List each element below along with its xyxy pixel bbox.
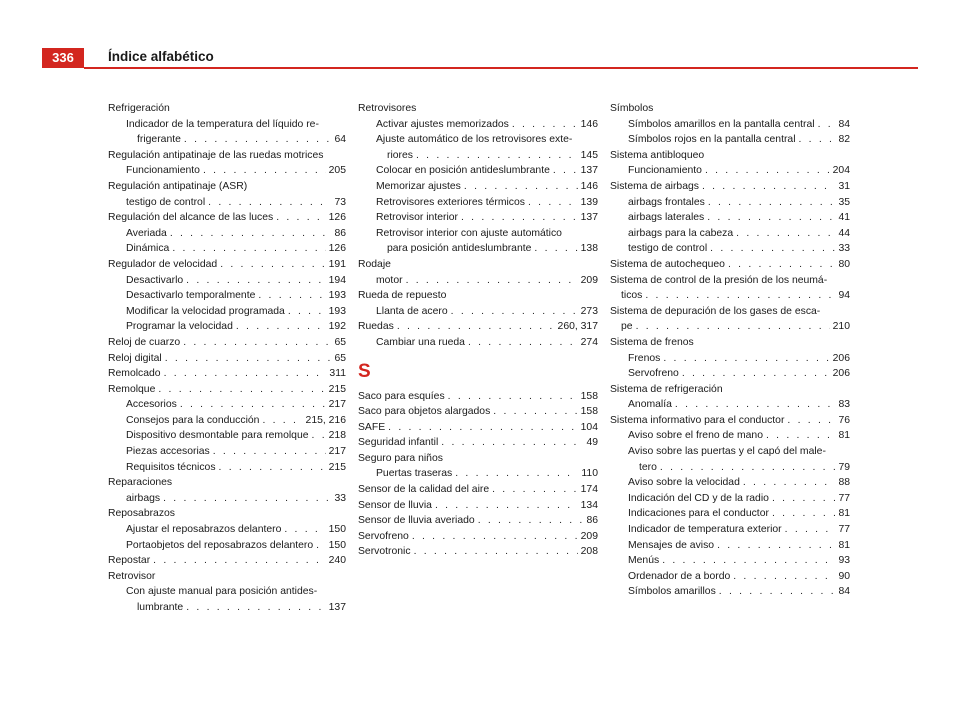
index-subentry: Cambiar una rueda . . . 274 <box>358 335 598 351</box>
index-entry-continuation: para posición antideslumbrante . . . 138 <box>358 241 598 257</box>
index-entry: Sensor de lluvia . . . 134 <box>358 498 598 514</box>
index-subentry: Programar la velocidad . . . 192 <box>108 319 346 335</box>
index-subentry: motor . . . 209 <box>358 273 598 289</box>
index-subentry: Colocar en posición antideslumbrante . . . 137 <box>358 163 598 179</box>
index-entry: Servotronic . . . 208 <box>358 544 598 560</box>
page-ref: 77 <box>838 492 850 504</box>
page-ref: 79 <box>838 461 850 473</box>
index-subentry: Desactivarlo temporalmente . . . 193 <box>108 288 346 304</box>
index-subentry: Símbolos rojos en la pantalla central . . . 82 <box>610 132 850 148</box>
page-ref: 49 <box>586 437 598 449</box>
page-ref: 81 <box>838 508 850 520</box>
page-ref: 76 <box>838 414 850 426</box>
index-subentry: Aviso sobre el freno de mano . . . 81 <box>610 428 850 444</box>
index-subentry: Mensajes de aviso . . . 81 <box>610 538 850 554</box>
page-ref: 208 <box>580 546 598 558</box>
index-entry: Sistema de airbags . . . 31 <box>610 179 850 195</box>
index-subentry: Piezas accesorias . . . 217 <box>108 444 346 460</box>
index-heading: Retrovisor <box>108 570 156 582</box>
page-ref: 206 <box>832 352 850 364</box>
index-subentry: Dinámica . . . 126 <box>108 241 346 257</box>
index-subentry: testigo de control . . . 73 <box>108 195 346 211</box>
index-column-2 <box>358 101 598 560</box>
page-number: 336 <box>42 48 84 68</box>
index-heading: Sistema de frenos <box>610 336 694 348</box>
index-subentry: airbags frontales . . . 35 <box>610 195 850 211</box>
page-ref: 88 <box>838 477 850 489</box>
page-ref: 90 <box>838 570 850 582</box>
page-ref: 110 <box>581 468 598 480</box>
index-entry: Sensor de lluvia averiado . . . 86 <box>358 513 598 529</box>
page-ref: 218 <box>328 430 346 442</box>
page-ref: 93 <box>838 555 850 567</box>
index-entry: SAFE . . . 104 <box>358 420 598 436</box>
index-entry: Ruedas . . . 260, 317 <box>358 319 598 335</box>
index-entry: Reloj de cuarzo . . . 65 <box>108 335 346 351</box>
page-ref: 260, 317 <box>557 321 598 333</box>
index-heading: Seguro para niños <box>358 452 443 464</box>
page-ref: 194 <box>328 274 346 286</box>
index-subentry: Anomalía . . . 83 <box>610 397 850 413</box>
index-heading: Sistema de depuración de los gases de esca- <box>610 305 821 317</box>
index-subentry: Modificar la velocidad programada . . . 193 <box>108 304 346 320</box>
index-subentry: Funcionamiento . . . 204 <box>610 163 850 179</box>
page-ref: 138 <box>580 243 598 255</box>
page-ref: 31 <box>838 180 850 192</box>
index-entry: Sensor de la calidad del aire . . . 174 <box>358 482 598 498</box>
index-subentry: Menús . . . 93 <box>610 553 850 569</box>
page-ref: 146 <box>580 118 598 130</box>
page-ref: 65 <box>334 352 346 364</box>
index-heading: Regulación antipatinaje de las ruedas motrices <box>108 149 324 161</box>
page-ref: 273 <box>580 305 598 317</box>
page-ref: 174 <box>580 484 598 496</box>
index-entry: Saco para objetos alargados . . . 158 <box>358 404 598 420</box>
index-subentry: Servofreno . . . 206 <box>610 366 850 382</box>
index-subentry: airbags para la cabeza . . . 44 <box>610 226 850 242</box>
index-heading: Reparaciones <box>108 477 173 489</box>
page-ref: 77 <box>838 524 850 536</box>
index-subentry: Retrovisor interior . . . 137 <box>358 210 598 226</box>
index-entry-continuation: ticos . . . 94 <box>610 288 850 304</box>
page-ref: 126 <box>328 243 346 255</box>
index-heading: Sistema antibloqueo <box>610 149 705 161</box>
page-ref: 65 <box>334 336 346 348</box>
page-ref: 134 <box>580 499 598 511</box>
index-subentry: Requisitos técnicos . . . 215 <box>108 460 346 476</box>
index-subentry: Ajuste automático de los retrovisores exte- <box>376 134 573 146</box>
page-ref: 215, 216 <box>305 414 346 426</box>
index-heading: Retrovisores <box>358 103 417 114</box>
index-subentry: Con ajuste manual para posición antides- <box>126 586 318 598</box>
index-subentry: Consejos para la conducción . . . 215, 216 <box>108 413 346 429</box>
index-entry: Saco para esquíes . . . 158 <box>358 389 598 405</box>
page-ref: 192 <box>328 321 346 333</box>
index-subentry: Indicador de la temperatura del líquido re- <box>126 118 319 130</box>
index-entry-continuation: pe . . . 210 <box>610 319 850 335</box>
page-ref: 217 <box>328 446 346 458</box>
index-entry: Reloj digital . . . 65 <box>108 351 346 367</box>
index-subentry: testigo de control . . . 33 <box>610 241 850 257</box>
index-heading: Regulación antipatinaje (ASR) <box>108 180 248 192</box>
index-entry: Regulación del alcance de las luces . . . 126 <box>108 210 346 226</box>
page-ref: 150 <box>328 539 346 551</box>
index-subentry: Ajustar el reposabrazos delantero . . . 150 <box>108 522 346 538</box>
index-subentry: Símbolos amarillos . . . 84 <box>610 584 850 600</box>
index-subentry: Averiada . . . 86 <box>108 226 346 242</box>
index-subentry: Indicador de temperatura exterior . . . 77 <box>610 522 850 538</box>
page-ref: 193 <box>328 290 346 302</box>
page-ref: 209 <box>580 530 598 542</box>
index-entry: Regulador de velocidad . . . 191 <box>108 257 346 273</box>
index-subentry: Activar ajustes memorizados . . . 146 <box>358 117 598 133</box>
page-ref: 73 <box>334 196 346 208</box>
page-ref: 204 <box>832 165 850 177</box>
index-heading: Sistema de refrigeración <box>610 383 723 395</box>
page-ref: 35 <box>838 196 850 208</box>
page-ref: 33 <box>838 243 850 255</box>
index-heading: Rodaje <box>358 258 391 270</box>
page-ref: 64 <box>334 134 346 146</box>
page-ref: 274 <box>580 336 598 348</box>
index-heading: Rueda de repuesto <box>358 290 447 302</box>
page-ref: 94 <box>838 290 850 302</box>
page-ref: 158 <box>580 406 598 418</box>
index-heading: Refrigeración <box>108 103 170 114</box>
page-ref: 137 <box>580 212 598 224</box>
page-ref: 205 <box>328 165 346 177</box>
page-ref: 210 <box>832 321 850 333</box>
index-entry-continuation: frigerante . . . 64 <box>108 132 346 148</box>
page-ref: 139 <box>580 196 598 208</box>
page-title: Índice alfabético <box>108 49 214 64</box>
index-subentry: Accesorios . . . 217 <box>108 397 346 413</box>
page-ref: 33 <box>334 492 346 504</box>
page-ref: 84 <box>838 118 850 130</box>
page-ref: 240 <box>328 555 346 567</box>
page-ref: 209 <box>580 274 598 286</box>
page-ref: 215 <box>328 461 346 473</box>
page-ref: 145 <box>580 149 598 161</box>
index-entry-continuation: riores . . . 145 <box>358 148 598 164</box>
section-letter: S <box>358 360 371 382</box>
index-column-3 <box>610 101 850 600</box>
page-ref: 137 <box>580 165 598 177</box>
page-ref: 311 <box>329 368 346 380</box>
index-subentry: airbags . . . 33 <box>108 491 346 507</box>
page-ref: 82 <box>838 134 850 146</box>
index-entry: Seguridad infantil . . . 49 <box>358 435 598 451</box>
index-subentry: Portaobjetos del reposabrazos delantero . . . 150 <box>108 538 346 554</box>
index-heading: Símbolos <box>610 103 654 114</box>
page-ref: 86 <box>586 515 598 527</box>
index-subentry: Retrovisores exteriores térmicos . . . 139 <box>358 195 598 211</box>
page-ref: 41 <box>838 212 850 224</box>
index-subentry: Aviso sobre las puertas y el capó del male- <box>628 446 826 458</box>
index-subentry: Indicaciones para el conductor . . . 81 <box>610 506 850 522</box>
index-entry: Sistema de autochequeo . . . 80 <box>610 257 850 273</box>
page-ref: 80 <box>838 258 850 270</box>
index-subentry: Memorizar ajustes . . . 146 <box>358 179 598 195</box>
index-subentry: Puertas traseras . . . 110 <box>358 466 598 482</box>
index-subentry: Desactivarlo . . . 194 <box>108 273 346 289</box>
page-ref: 104 <box>580 421 598 433</box>
page-ref: 158 <box>580 390 598 402</box>
page-ref: 137 <box>328 602 346 613</box>
index-subentry: Aviso sobre la velocidad . . . 88 <box>610 475 850 491</box>
index-entry: Repostar . . . 240 <box>108 553 346 569</box>
page-ref: 126 <box>328 212 346 224</box>
index-entry: Remolque . . . 215 <box>108 382 346 398</box>
page-ref: 150 <box>328 524 346 536</box>
index-subentry: Símbolos amarillos en la pantalla central . . . 84 <box>610 117 850 133</box>
index-entry-continuation: tero . . . 79 <box>610 460 850 476</box>
page-ref: 215 <box>328 383 346 395</box>
index-subentry: Retrovisor interior con ajuste automático <box>376 227 562 239</box>
index-entry: Sistema informativo para el conductor . . . 76 <box>610 413 850 429</box>
index-subentry: Dispositivo desmontable para remolque . . . 218 <box>108 428 346 444</box>
page-ref: 83 <box>838 399 850 411</box>
page-ref: 191 <box>328 258 346 270</box>
index-subentry: airbags laterales . . . 41 <box>610 210 850 226</box>
page-ref: 44 <box>838 227 850 239</box>
index-subentry: Indicación del CD y de la radio . . . 77 <box>610 491 850 507</box>
index-entry-continuation: lumbrante . . . 137 <box>108 600 346 616</box>
page-ref: 86 <box>334 227 346 239</box>
index-entry: Remolcado . . . 311 <box>108 366 346 382</box>
page-ref: 81 <box>838 539 850 551</box>
index-subentry: Ordenador de a bordo . . . 90 <box>610 569 850 585</box>
index-subentry: Frenos . . . 206 <box>610 351 850 367</box>
page-ref: 81 <box>838 430 850 442</box>
index-subentry: Llanta de acero . . . 273 <box>358 304 598 320</box>
index-subentry: Funcionamiento . . . 205 <box>108 163 346 179</box>
page-ref: 193 <box>328 305 346 317</box>
page-ref: 84 <box>838 586 850 598</box>
index-column-1 <box>108 101 346 616</box>
index-heading: Sistema de control de la presión de los neumá- <box>610 274 828 286</box>
page-ref: 217 <box>328 399 346 411</box>
index-entry: Servofreno . . . 209 <box>358 529 598 545</box>
header-rule <box>84 67 918 69</box>
index-heading: Reposabrazos <box>108 508 176 520</box>
page-ref: 206 <box>832 368 850 380</box>
page-ref: 146 <box>580 180 598 192</box>
